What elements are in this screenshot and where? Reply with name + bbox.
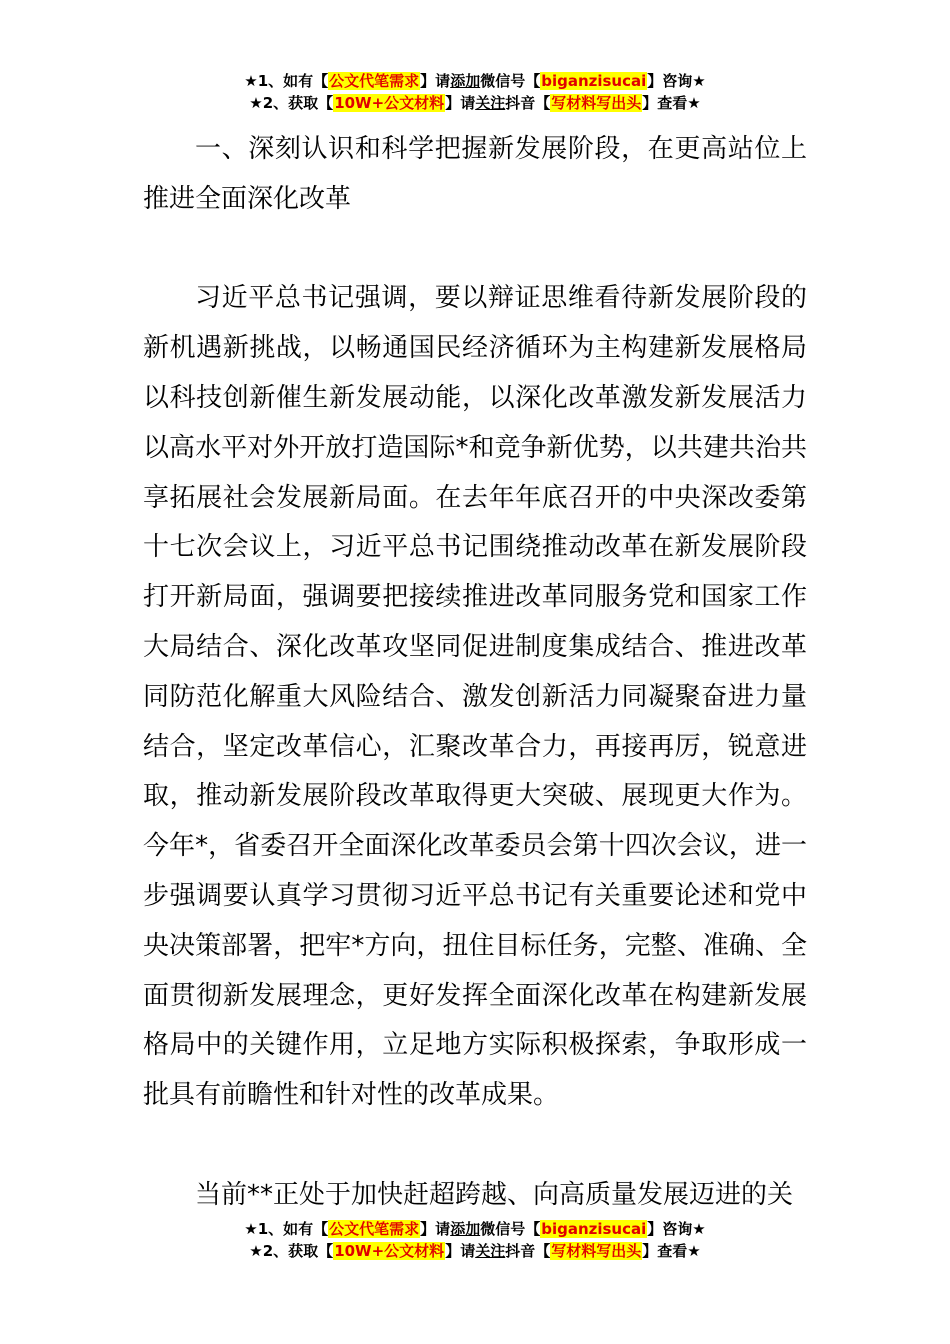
promo-text: 1、如有【: [257, 72, 329, 90]
promo-highlight-wechat-id: biganzisucai: [541, 1220, 647, 1238]
promo-text: 】咨询★: [647, 72, 706, 90]
promo-line-1: [0, 70, 950, 92]
promo-highlight: 公文代笔需求: [329, 72, 420, 90]
body-paragraph: 习近平总书记强调，要以辩证思维看待新发展阶段的新机遇新挑战，以畅通国民经济循环为主构建新发展格局以科技创新催生新发展动能，以深化改革激发新发展活力以高水平对外开放打造国际*和竞争新优势，以共建共治共享拓展社会发展新局面。在去年年底召开的中央深改委第十七次会议上，习近平总书记围绕推动改革在新发展阶段打开新局面，强调要把接续推进改革同服务党和国家工作大局结合、深化改革攻坚同促进制度集成结合、推进改革同防范化解重大风险结合、激发创新活力同凝聚奋进力量结合，坚定改革信心，汇聚改革合力，再接再厉，锐意进取，推动新发展阶段改革取得更大突破、展现更大作为。今年*，省委召开全面深化改革委员会第十四次会议，进一步强调要认真学习贯彻习近平总书记有关重要论述和党中央决策部署，把牢*方向，扭住目标任务，完整、准确、全面贯彻新发展理念，更好发挥全面深化改革在构建新发展格局中的关键作用，立足地方实际积极探索，争取形成一批具有前瞻性和针对性的改革成果。: [143, 283, 807, 1111]
promo-highlight-wechat-id: biganzisucai: [541, 72, 647, 90]
promo-underlined: 关注: [475, 1242, 506, 1260]
body-paragraph-truncated: 当前**正处于加快赶超跨越、向高质量发展迈进的关: [195, 1179, 794, 1210]
star-icon: ★: [244, 72, 258, 90]
promo-text: 微信号【: [480, 72, 541, 90]
promo-text: 1、如有【: [257, 1220, 329, 1238]
promo-highlight-douyin-id: 写材料写出头: [551, 94, 642, 112]
section-heading: 一、深刻认识和科学把握新发展阶段，在更高站位上推进全面深化改革: [143, 134, 807, 214]
promo-text: 】咨询★: [647, 1220, 706, 1238]
star-icon: ★: [249, 94, 263, 112]
promo-line-1: [0, 1218, 950, 1240]
promo-text: 】请: [445, 1242, 476, 1260]
promo-text: 2、获取【: [262, 94, 334, 112]
promo-text: 抖音【: [505, 94, 551, 112]
star-icon: ★: [249, 1242, 263, 1260]
promo-text: 微信号【: [480, 1220, 541, 1238]
promo-text: 抖音【: [505, 1242, 551, 1260]
document-body: [143, 125, 807, 1221]
promo-underlined: 关注: [475, 94, 506, 112]
star-icon: ★: [244, 1220, 258, 1238]
promo-highlight: 10W+公文材料: [334, 1242, 445, 1260]
paragraph-spacer: [143, 1121, 807, 1171]
promo-text: 】请: [420, 72, 451, 90]
promo-highlight: 公文代笔需求: [329, 1220, 420, 1238]
promo-text: 】查看★: [642, 94, 701, 112]
promo-text: 】请: [445, 94, 476, 112]
promo-highlight-douyin-id: 写材料写出头: [551, 1242, 642, 1260]
promo-underlined: 添加: [450, 1220, 481, 1238]
promo-banner-top: [0, 70, 950, 114]
promo-text: 】请: [420, 1220, 451, 1238]
promo-text: 】查看★: [642, 1242, 701, 1260]
promo-banner-bottom: [0, 1218, 950, 1262]
paragraph-spacer: [143, 225, 807, 275]
promo-underlined: 添加: [450, 72, 481, 90]
promo-text: 2、获取【: [262, 1242, 334, 1260]
promo-highlight: 10W+公文材料: [334, 94, 445, 112]
promo-line-2: [0, 1240, 950, 1262]
promo-line-2: [0, 92, 950, 114]
